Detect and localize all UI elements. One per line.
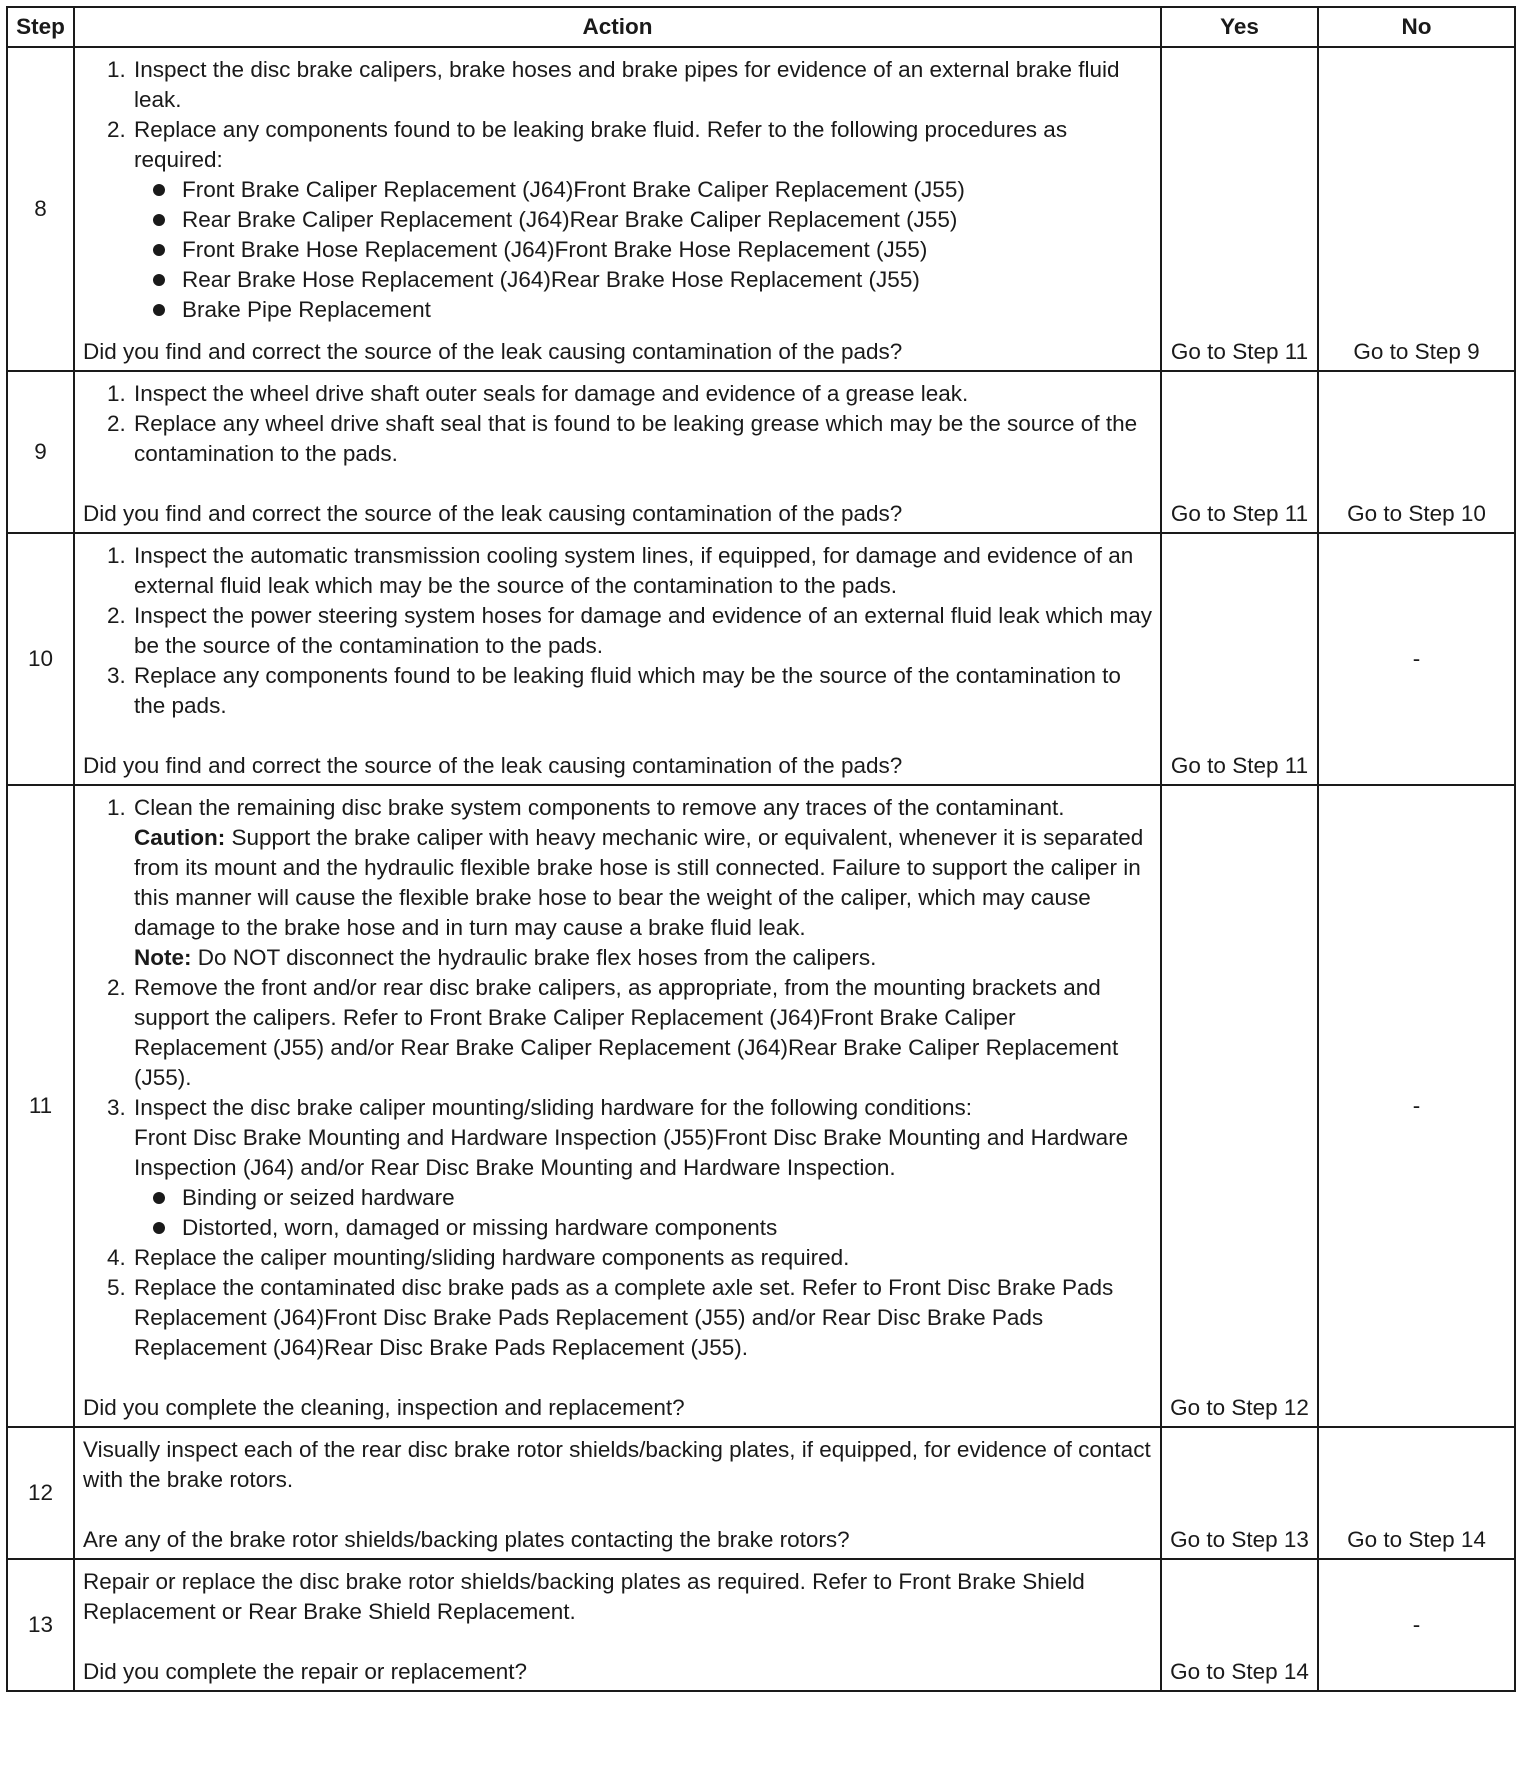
action-list <box>83 541 1154 721</box>
header-action: Action <box>74 7 1161 47</box>
table-row <box>7 47 1515 371</box>
diagnostic-procedure-table <box>6 6 1516 1692</box>
action-item: 1. Inspect the disc brake calipers, brake hoses and brake pipes for evidence of an external brake fluid leak. <box>132 55 1154 115</box>
condition-item: Binding or seized hardware <box>182 1183 1154 1213</box>
question-text: Did you find and correct the source of the leak causing contamination of the pads? <box>83 501 903 526</box>
yes-result[interactable]: Go to Step 11 <box>1161 533 1318 785</box>
yes-result[interactable]: Go to Step 13 <box>1161 1427 1318 1559</box>
action-cell <box>74 371 1161 533</box>
header-step: Step <box>7 7 74 47</box>
no-result: - <box>1318 785 1515 1427</box>
action-item-text: Replace any components found to be leaking brake fluid. Refer to the following procedures as required: <box>134 117 1068 172</box>
action-list <box>83 55 1154 325</box>
caution-note <box>134 823 1154 943</box>
action-cell <box>74 785 1161 1427</box>
inspection-reference: Front Disc Brake Mounting and Hardware Inspection (J55)Front Disc Brake Mounting and Hardware Inspection (J64) and/or Rear Disc Brake Mounting and Hardware Inspection. <box>134 1125 1129 1180</box>
header-no: No <box>1318 7 1515 47</box>
question-text: Did you find and correct the source of the leak causing contamination of the pads? <box>83 753 903 778</box>
action-item: 2. Remove the front and/or rear disc brake calipers, as appropriate, from the mounting brackets and support the calipers. Refer to Front Brake Caliper Replacement (J64)Front Brake Caliper Replacement (J55) and/or Rear Brake Caliper Replacement (J64)Rear Brake Caliper Replacement (J55). <box>132 973 1154 1093</box>
step-number: 12 <box>7 1427 74 1559</box>
action-item <box>132 1093 1154 1243</box>
caution-text: Support the brake caliper with heavy mechanic wire, or equivalent, whenever it is separated from its mount and the hydraulic flexible brake hose is still connected. Failure to support the caliper in this manner will cause the flexible brake hose to bear the weight of the caliper, which may cause damage to the brake hose and in turn may cause a brake fluid leak. <box>134 825 1144 940</box>
action-cell <box>74 47 1161 371</box>
note <box>134 943 1154 973</box>
yes-result[interactable]: Go to Step 12 <box>1161 785 1318 1427</box>
table-row <box>7 785 1515 1427</box>
action-item: 1. Inspect the wheel drive shaft outer seals for damage and evidence of a grease leak. <box>132 379 1154 409</box>
step-number: 9 <box>7 371 74 533</box>
action-item-text: Clean the remaining disc brake system components to remove any traces of the contaminant. <box>134 795 1065 820</box>
caution-label: Caution: <box>134 825 226 850</box>
header-row <box>7 7 1515 47</box>
step-number: 10 <box>7 533 74 785</box>
procedure-link[interactable]: Front Brake Hose Replacement (J64)Front Brake Hose Replacement (J55) <box>182 235 1154 265</box>
question-text: Did you complete the repair or replacement? <box>83 1659 527 1684</box>
procedure-link[interactable]: Brake Pipe Replacement <box>182 295 1154 325</box>
question-text: Are any of the brake rotor shields/backing plates contacting the brake rotors? <box>83 1527 850 1552</box>
step-number: 13 <box>7 1559 74 1691</box>
action-item <box>132 793 1154 973</box>
no-result: - <box>1318 533 1515 785</box>
action-item: 2. Replace any wheel drive shaft seal that is found to be leaking grease which may be the source of the contamination to the pads. <box>132 409 1154 469</box>
yes-result[interactable]: Go to Step 11 <box>1161 371 1318 533</box>
yes-result[interactable]: Go to Step 11 <box>1161 47 1318 371</box>
table-row <box>7 533 1515 785</box>
procedure-list <box>134 175 1154 325</box>
no-result[interactable]: Go to Step 9 <box>1318 47 1515 371</box>
question-text: Did you find and correct the source of the leak causing contamination of the pads? <box>83 339 903 364</box>
action-item-text: Inspect the disc brake caliper mounting/sliding hardware for the following conditions: <box>134 1095 972 1120</box>
table-row <box>7 371 1515 533</box>
step-number: 8 <box>7 47 74 371</box>
action-item <box>132 115 1154 325</box>
action-list <box>83 379 1154 469</box>
procedure-link[interactable]: Rear Brake Hose Replacement (J64)Rear Brake Hose Replacement (J55) <box>182 265 1154 295</box>
condition-list <box>134 1183 1154 1243</box>
action-item: 5. Replace the contaminated disc brake pads as a complete axle set. Refer to Front Disc Brake Pads Replacement (J64)Front Disc Brake Pads Replacement (J55) and/or Rear Disc Brake Pads Replacement (J64)Rear Disc Brake Pads Replacement (J55). <box>132 1273 1154 1363</box>
no-result[interactable]: Go to Step 14 <box>1318 1427 1515 1559</box>
action-item: 4. Replace the caliper mounting/sliding hardware components as required. <box>132 1243 1154 1273</box>
action-cell <box>74 1427 1161 1559</box>
action-list <box>83 793 1154 1363</box>
yes-result[interactable]: Go to Step 14 <box>1161 1559 1318 1691</box>
header-yes: Yes <box>1161 7 1318 47</box>
question-text: Did you complete the cleaning, inspection and replacement? <box>83 1395 685 1420</box>
step-number: 11 <box>7 785 74 1427</box>
procedure-link[interactable]: Rear Brake Caliper Replacement (J64)Rear Brake Caliper Replacement (J55) <box>182 205 1154 235</box>
condition-item: Distorted, worn, damaged or missing hardware components <box>182 1213 1154 1243</box>
no-result[interactable]: Go to Step 10 <box>1318 371 1515 533</box>
action-text: Repair or replace the disc brake rotor shields/backing plates as required. Refer to Front Brake Shield Replacement or Rear Brake Shield Replacement. <box>83 1569 1085 1624</box>
action-item: 2. Inspect the power steering system hoses for damage and evidence of an external fluid leak which may be the source of the contamination to the pads. <box>132 601 1154 661</box>
action-item: 3. Replace any components found to be leaking fluid which may be the source of the contamination to the pads. <box>132 661 1154 721</box>
action-text: Visually inspect each of the rear disc brake rotor shields/backing plates, if equipped, for evidence of contact with the brake rotors. <box>83 1437 1151 1492</box>
table-row <box>7 1559 1515 1691</box>
action-cell <box>74 533 1161 785</box>
table-row <box>7 1427 1515 1559</box>
no-result: - <box>1318 1559 1515 1691</box>
action-cell <box>74 1559 1161 1691</box>
procedure-link[interactable]: Front Brake Caliper Replacement (J64)Front Brake Caliper Replacement (J55) <box>182 175 1154 205</box>
note-label: Note: <box>134 945 192 970</box>
action-item: 1. Inspect the automatic transmission cooling system lines, if equipped, for damage and evidence of an external fluid leak which may be the source of the contamination to the pads. <box>132 541 1154 601</box>
note-text: Do NOT disconnect the hydraulic brake flex hoses from the calipers. <box>191 945 877 970</box>
